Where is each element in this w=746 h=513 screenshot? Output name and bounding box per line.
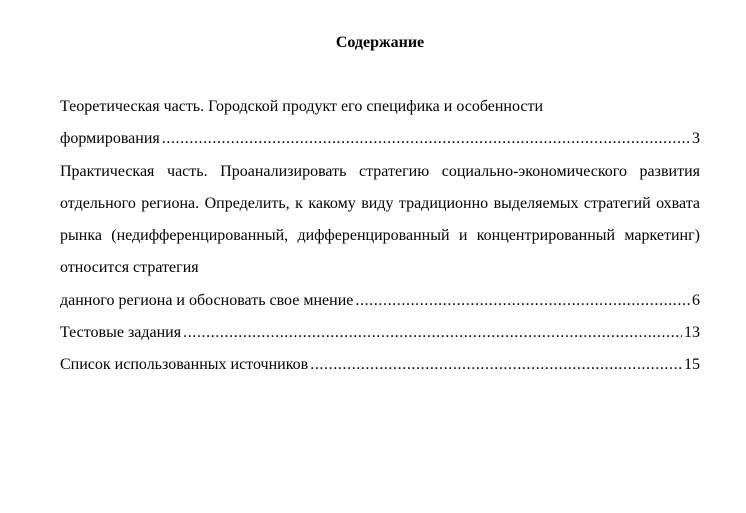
toc-entry-practice: [60, 156, 700, 317]
toc-entry-sources: [60, 349, 700, 381]
toc-entry-title-end: формирования: [60, 130, 160, 148]
toc-entry-last-line: [60, 123, 700, 155]
dot-leader: [183, 317, 682, 349]
toc-entry-last-line: [60, 285, 700, 317]
page-number: 15: [684, 356, 700, 374]
dot-leader: [162, 123, 690, 155]
toc-entry-last-line: [60, 349, 700, 381]
page-number: 3: [692, 130, 700, 148]
toc-entry-title: Практическая часть. Проанализировать стратегию социально-экономического развития отдельного региона. Определить, к какому виду традиционно выделяемых стратегий охвата рынка (недифференцированный, дифференцированный и концентрированный маркетинг) относится стратегия: [60, 162, 700, 277]
dot-leader: [355, 285, 690, 317]
page-number: 13: [684, 324, 700, 342]
page-number: 6: [692, 291, 700, 309]
toc-entry-title-end: Список использованных источников: [60, 356, 309, 374]
toc-entry-tests: [60, 317, 700, 349]
dot-leader: [310, 349, 682, 381]
toc-heading: Содержание: [335, 34, 425, 51]
toc-entry-title: Теоретическая часть. Городской продукт его специфика и особенности: [60, 98, 544, 115]
toc-entry-title-end: Тестовые задания: [60, 324, 182, 342]
toc-entry-theory: [60, 91, 700, 156]
toc-entry-title-end: данного региона и обосновать свое мнение: [60, 291, 354, 309]
table-of-contents: [60, 91, 700, 382]
toc-entry-last-line: [60, 317, 700, 349]
